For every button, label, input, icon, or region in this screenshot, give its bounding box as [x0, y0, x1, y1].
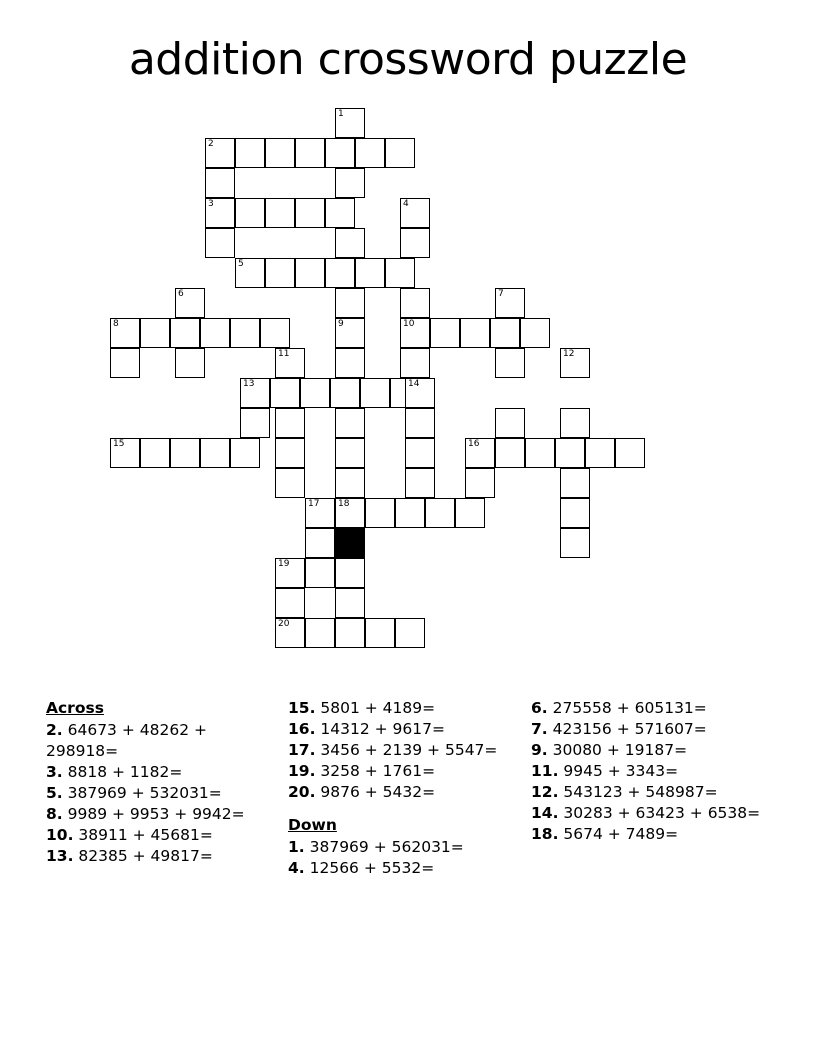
- grid-cell[interactable]: [305, 618, 335, 648]
- clue-item: [288, 740, 523, 761]
- grid-cell-number: 15: [113, 439, 125, 449]
- grid-cell[interactable]: [425, 498, 455, 528]
- grid-cell-number: 6: [178, 289, 184, 299]
- clue-text: 3456 + 2139 + 5547=: [315, 741, 498, 759]
- page-title: addition crossword puzzle: [128, 34, 688, 85]
- clue-number: 20.: [288, 783, 316, 801]
- clue-text: 387969 + 532031=: [62, 784, 222, 802]
- clue-item: [288, 837, 523, 858]
- grid-cell[interactable]: [205, 138, 235, 168]
- grid-cell-number: 4: [403, 199, 409, 209]
- grid-cell[interactable]: [355, 258, 385, 288]
- grid-cell[interactable]: [275, 468, 305, 498]
- grid-cell[interactable]: [495, 288, 525, 318]
- grid-cell[interactable]: [495, 348, 525, 378]
- grid-cell[interactable]: [495, 408, 525, 438]
- grid-cell[interactable]: [205, 198, 235, 228]
- grid-cell[interactable]: [325, 258, 355, 288]
- grid-cell-number: 3: [208, 199, 214, 209]
- grid-cell[interactable]: [200, 318, 230, 348]
- clue-text: 12566 + 5532=: [304, 859, 435, 877]
- grid-cell[interactable]: [110, 318, 140, 348]
- grid-cell[interactable]: [305, 558, 335, 588]
- grid-cell[interactable]: [490, 318, 520, 348]
- grid-cell-number: 7: [498, 289, 504, 299]
- clue-number: 4.: [288, 859, 305, 877]
- grid-cell-number: 11: [278, 349, 290, 359]
- clue-item: [288, 782, 523, 803]
- clue-text: 275558 + 605131=: [547, 699, 707, 717]
- grid-cell[interactable]: [560, 408, 590, 438]
- grid-cell[interactable]: [465, 438, 495, 468]
- grid-cell[interactable]: [335, 498, 365, 528]
- clue-text: 423156 + 571607=: [547, 720, 707, 738]
- grid-cell-number: 20: [278, 619, 290, 629]
- grid-cell-number: 14: [408, 379, 420, 389]
- grid-cell[interactable]: [200, 438, 230, 468]
- clue-number: 14.: [531, 804, 559, 822]
- clue-text: 14312 + 9617=: [315, 720, 445, 738]
- grid-cell[interactable]: [355, 138, 385, 168]
- clue-number: 5.: [46, 784, 63, 802]
- grid-cell[interactable]: [300, 378, 330, 408]
- grid-cell[interactable]: [235, 258, 265, 288]
- grid-cell-number: 13: [243, 379, 255, 389]
- grid-cell-number: 16: [468, 439, 480, 449]
- grid-cell[interactable]: [335, 558, 365, 588]
- grid-cell-number: 1: [338, 109, 344, 119]
- grid-cell-blocked: [335, 528, 365, 558]
- grid-cell[interactable]: [240, 378, 270, 408]
- grid-cell[interactable]: [275, 438, 305, 468]
- clue-number: 7.: [531, 720, 548, 738]
- grid-cell[interactable]: [235, 138, 265, 168]
- grid-cell[interactable]: [140, 318, 170, 348]
- clue-number: 8.: [46, 805, 63, 823]
- grid-cell[interactable]: [335, 468, 365, 498]
- grid-cell[interactable]: [365, 498, 395, 528]
- grid-cell[interactable]: [400, 198, 430, 228]
- grid-cell[interactable]: [275, 588, 305, 618]
- clue-text: 543123 + 548987=: [558, 783, 718, 801]
- grid-cell[interactable]: [395, 498, 425, 528]
- grid-cell[interactable]: [325, 138, 355, 168]
- clue-column-2: [288, 698, 523, 879]
- grid-cell-number: 19: [278, 559, 290, 569]
- grid-cell[interactable]: [525, 438, 555, 468]
- clue-item: [46, 762, 276, 783]
- clue-number: 2.: [46, 721, 63, 739]
- grid-cell-number: 2: [208, 139, 214, 149]
- grid-cell[interactable]: [240, 408, 270, 438]
- grid-cell[interactable]: [585, 438, 615, 468]
- grid-cell[interactable]: [560, 498, 590, 528]
- grid-cell[interactable]: [335, 348, 365, 378]
- grid-cell[interactable]: [365, 618, 395, 648]
- grid-cell[interactable]: [335, 108, 365, 138]
- clue-item: [288, 761, 523, 782]
- grid-cell[interactable]: [335, 408, 365, 438]
- grid-cell[interactable]: [405, 468, 435, 498]
- grid-cell[interactable]: [520, 318, 550, 348]
- grid-cell[interactable]: [205, 228, 235, 258]
- grid-cell[interactable]: [230, 438, 260, 468]
- grid-cell[interactable]: [170, 438, 200, 468]
- clue-number: 1.: [288, 838, 305, 856]
- across-heading: Across: [46, 699, 104, 717]
- clues-section: [46, 698, 776, 998]
- grid-cell[interactable]: [560, 348, 590, 378]
- clue-text: 30080 + 19187=: [547, 741, 688, 759]
- grid-cell[interactable]: [615, 438, 645, 468]
- across-clue-list-part2: [288, 698, 523, 803]
- grid-cell[interactable]: [405, 408, 435, 438]
- grid-cell-number: 8: [113, 319, 119, 329]
- clue-text: 3258 + 1761=: [315, 762, 436, 780]
- grid-cell[interactable]: [235, 198, 265, 228]
- grid-cell[interactable]: [460, 318, 490, 348]
- crossword-grid[interactable]: [0, 108, 816, 688]
- clue-text: 82385 + 49817=: [73, 847, 213, 865]
- clue-number: 12.: [531, 783, 559, 801]
- clue-item: [531, 803, 776, 824]
- grid-cell[interactable]: [385, 138, 415, 168]
- clue-number: 16.: [288, 720, 316, 738]
- grid-cell[interactable]: [275, 348, 305, 378]
- clue-item: [531, 824, 776, 845]
- clue-item: [46, 804, 276, 825]
- clue-number: 11.: [531, 762, 559, 780]
- down-clue-list-part2: [531, 698, 776, 845]
- clue-number: 19.: [288, 762, 316, 780]
- clue-column-3: [531, 698, 776, 845]
- grid-cell[interactable]: [305, 498, 335, 528]
- grid-cell[interactable]: [110, 348, 140, 378]
- clue-number: 18.: [531, 825, 559, 843]
- grid-cell[interactable]: [205, 168, 235, 198]
- grid-cell[interactable]: [405, 438, 435, 468]
- clue-text: 8818 + 1182=: [62, 763, 183, 781]
- grid-cell[interactable]: [430, 318, 460, 348]
- grid-cell[interactable]: [260, 318, 290, 348]
- clue-item: [288, 698, 523, 719]
- clue-number: 9.: [531, 741, 548, 759]
- grid-cell[interactable]: [465, 468, 495, 498]
- clue-item: [288, 858, 523, 879]
- grid-cell[interactable]: [560, 468, 590, 498]
- grid-cell[interactable]: [295, 258, 325, 288]
- grid-cell[interactable]: [405, 378, 435, 408]
- clue-text: 5674 + 7489=: [558, 825, 679, 843]
- clue-item: [46, 783, 276, 804]
- grid-cell[interactable]: [230, 318, 260, 348]
- grid-cell[interactable]: [400, 288, 430, 318]
- clue-item: [46, 720, 276, 762]
- down-heading: Down: [288, 816, 337, 834]
- grid-cell-number: 10: [403, 319, 415, 329]
- clue-text: 9876 + 5432=: [315, 783, 436, 801]
- clue-item: [531, 719, 776, 740]
- clue-item: [531, 761, 776, 782]
- grid-cell[interactable]: [335, 168, 365, 198]
- grid-cell[interactable]: [560, 528, 590, 558]
- clue-item: [531, 740, 776, 761]
- grid-cell[interactable]: [335, 618, 365, 648]
- grid-cell[interactable]: [305, 528, 335, 558]
- clue-item: [531, 782, 776, 803]
- across-clue-list-part1: [46, 720, 276, 867]
- grid-cell[interactable]: [275, 408, 305, 438]
- grid-cell[interactable]: [555, 438, 585, 468]
- grid-cell[interactable]: [265, 198, 295, 228]
- clue-item: [531, 698, 776, 719]
- grid-cell[interactable]: [265, 258, 295, 288]
- grid-cell[interactable]: [335, 438, 365, 468]
- clue-column-1: [46, 698, 276, 867]
- grid-cell[interactable]: [400, 318, 430, 348]
- clue-number: 15.: [288, 699, 316, 717]
- grid-cell[interactable]: [400, 228, 430, 258]
- grid-cell[interactable]: [335, 228, 365, 258]
- grid-cell-number: 18: [338, 499, 350, 509]
- grid-cell[interactable]: [295, 138, 325, 168]
- grid-cell[interactable]: [270, 378, 300, 408]
- grid-cell[interactable]: [455, 498, 485, 528]
- grid-cell[interactable]: [175, 348, 205, 378]
- grid-cell[interactable]: [335, 318, 365, 348]
- grid-cell[interactable]: [295, 198, 325, 228]
- clue-text: 387969 + 562031=: [304, 838, 464, 856]
- grid-cell[interactable]: [275, 558, 305, 588]
- grid-cell[interactable]: [385, 258, 415, 288]
- clue-spacer: [288, 803, 523, 815]
- grid-cell[interactable]: [330, 378, 360, 408]
- down-clue-list-part1: [288, 837, 523, 879]
- grid-cell[interactable]: [325, 198, 355, 228]
- clue-number: 10.: [46, 826, 74, 844]
- clue-number: 3.: [46, 763, 63, 781]
- clue-text: 9989 + 9953 + 9942=: [62, 805, 245, 823]
- clue-text: 30283 + 63423 + 6538=: [558, 804, 761, 822]
- clue-number: 6.: [531, 699, 548, 717]
- clue-text: 9945 + 3343=: [558, 762, 679, 780]
- clue-text: 38911 + 45681=: [73, 826, 213, 844]
- grid-cell[interactable]: [170, 318, 200, 348]
- clue-text: 5801 + 4189=: [315, 699, 436, 717]
- grid-cell[interactable]: [495, 438, 525, 468]
- clue-item: [46, 825, 276, 846]
- grid-cell[interactable]: [140, 438, 170, 468]
- clue-number: 17.: [288, 741, 316, 759]
- grid-cell[interactable]: [110, 438, 140, 468]
- grid-cell[interactable]: [335, 588, 365, 618]
- grid-cell-number: 12: [563, 349, 575, 359]
- clue-item: [288, 719, 523, 740]
- grid-cell[interactable]: [275, 618, 305, 648]
- grid-cell-number: 5: [238, 259, 244, 269]
- clue-number: 13.: [46, 847, 74, 865]
- clue-text: 64673 + 48262 + 298918=: [46, 721, 207, 760]
- grid-cell-number: 9: [338, 319, 344, 329]
- grid-cell-number: 17: [308, 499, 320, 509]
- grid-cell[interactable]: [360, 378, 390, 408]
- grid-cell[interactable]: [175, 288, 205, 318]
- clue-item: [46, 846, 276, 867]
- grid-cell[interactable]: [265, 138, 295, 168]
- grid-cell[interactable]: [335, 288, 365, 318]
- grid-cell[interactable]: [400, 348, 430, 378]
- grid-cell[interactable]: [395, 618, 425, 648]
